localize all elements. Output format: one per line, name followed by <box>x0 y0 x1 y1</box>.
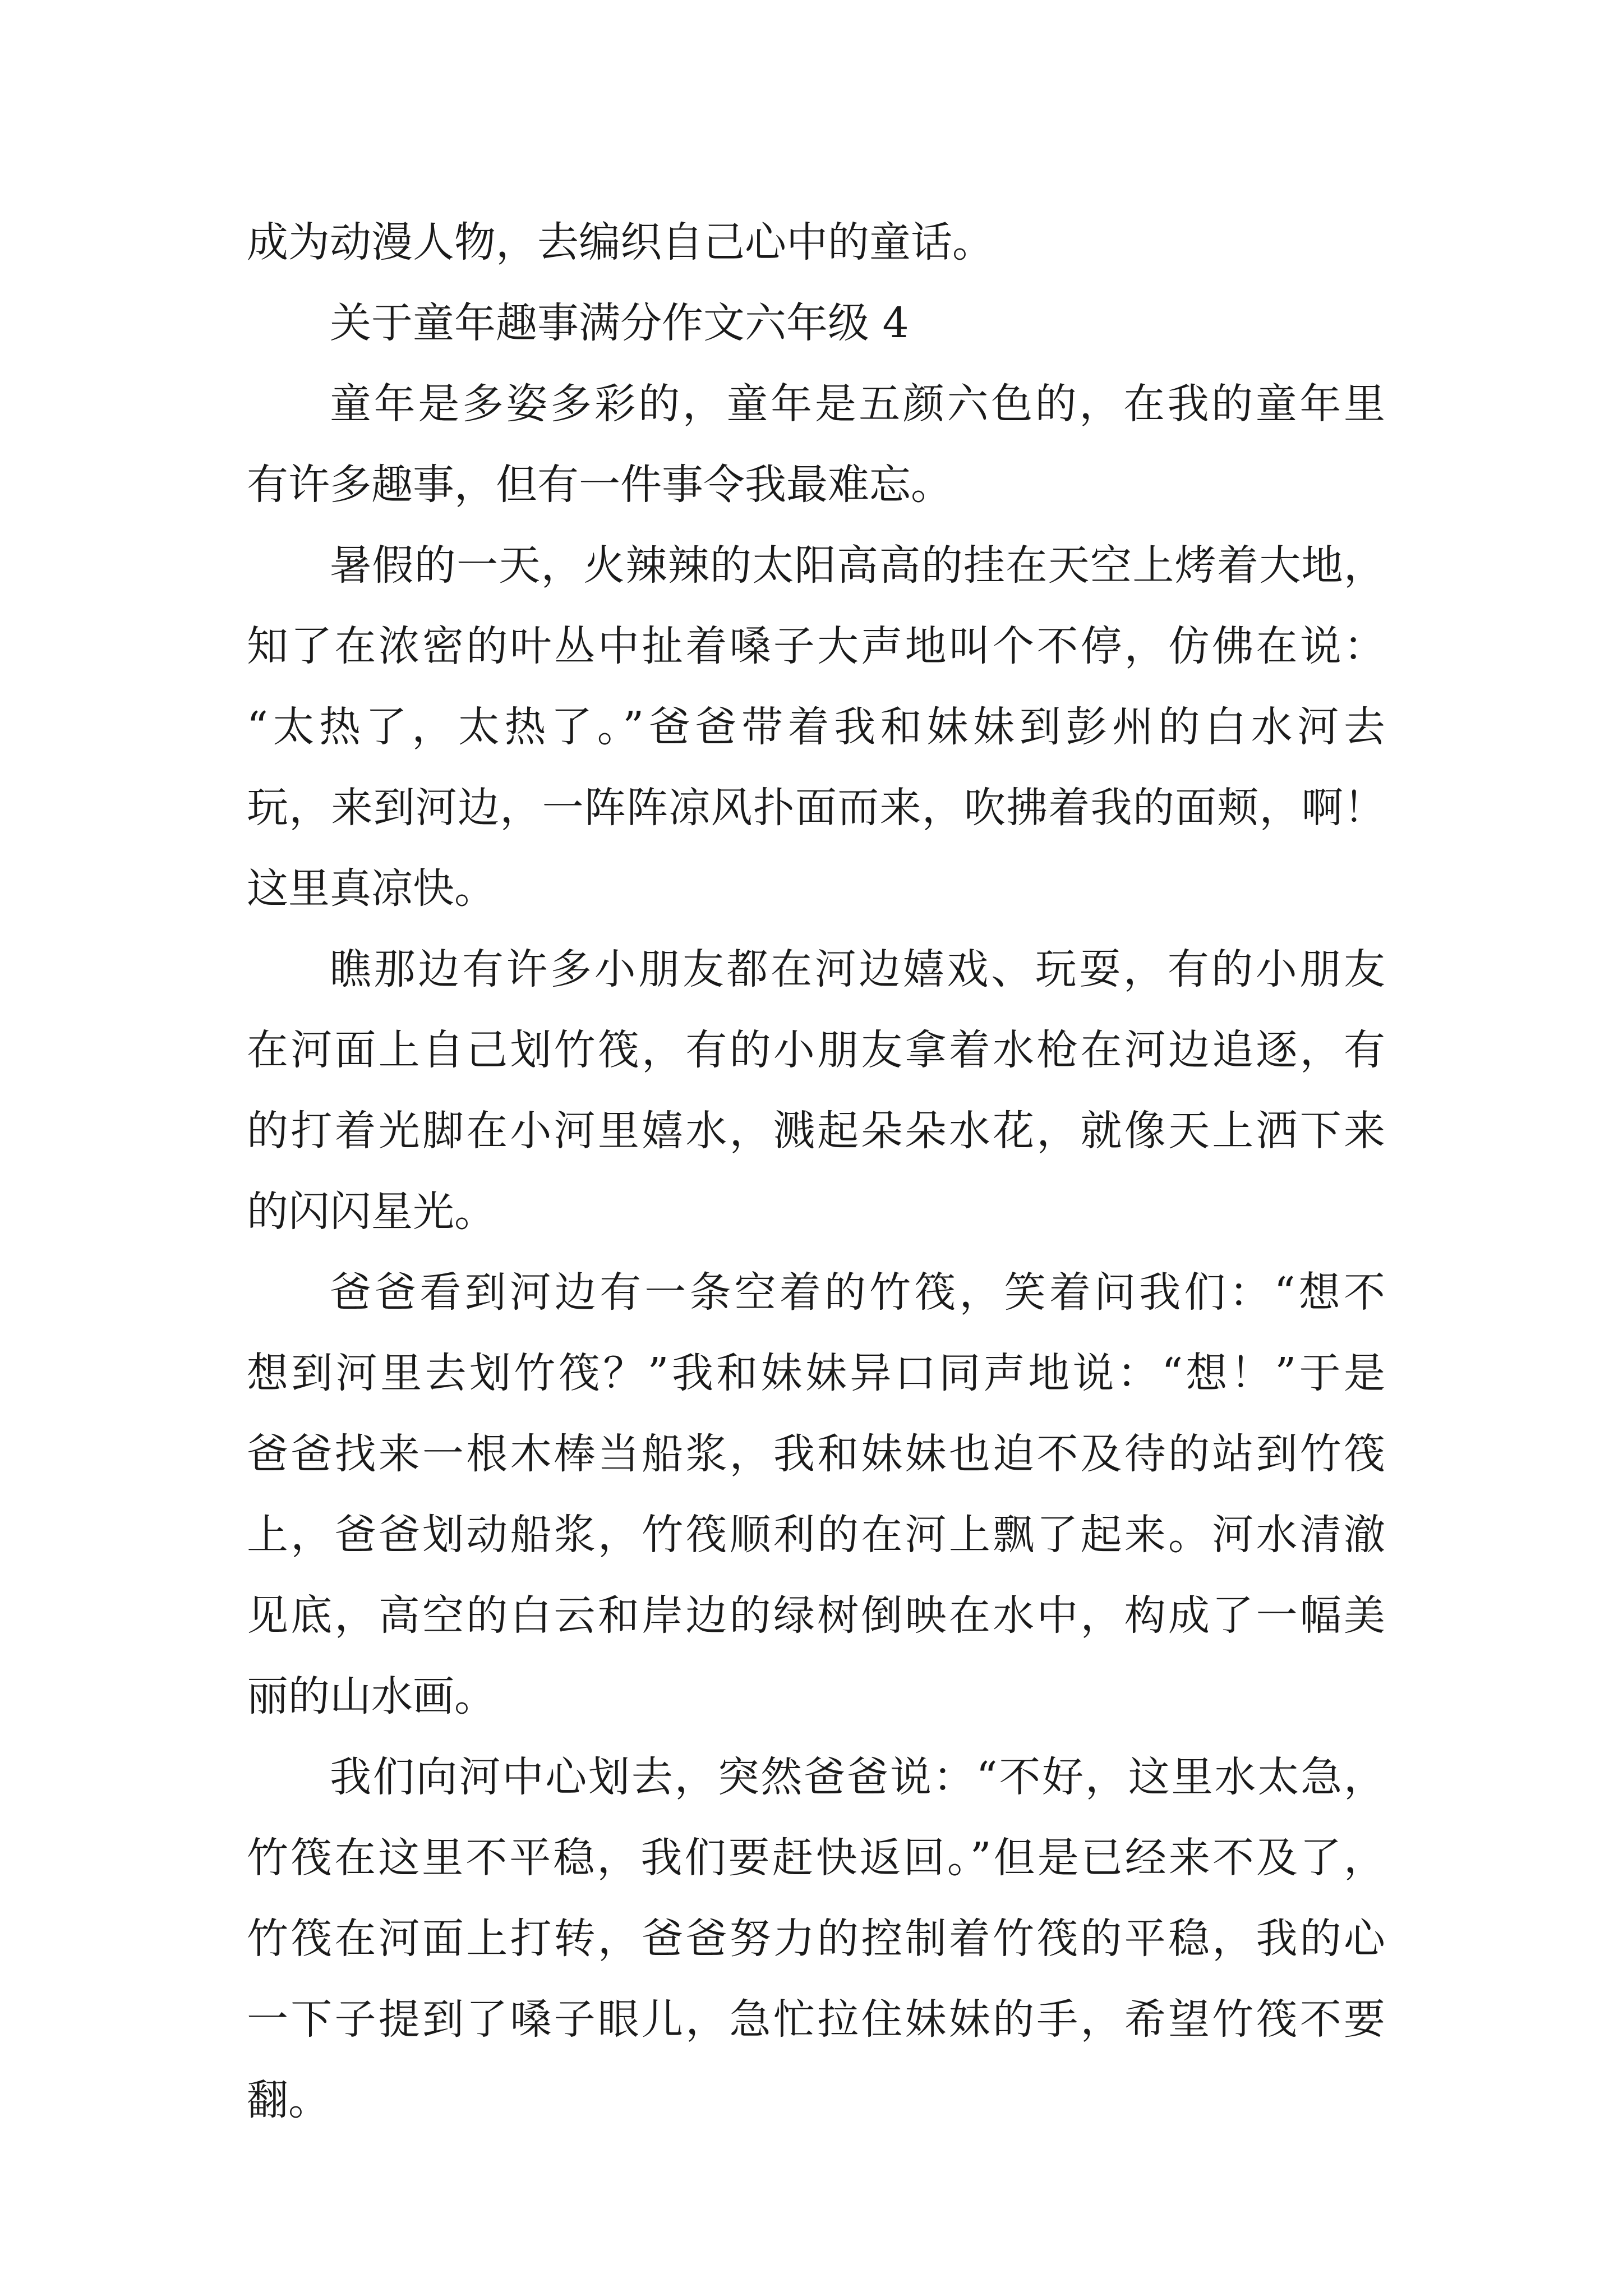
text-line: 玩，来到河边，一阵阵凉风扑面而来，吹拂着我的面颊，啊！ <box>247 784 1385 832</box>
text-line: 成为动漫人物，去编织自己心中的童话。 <box>247 218 994 266</box>
text-line: 童年是多姿多彩的，童年是五颜六色的，在我的童年里 <box>330 380 1385 428</box>
text-line: 关于童年趣事满分作文六年级 4 <box>330 299 909 347</box>
text-line: 的打着光脚在小河里嬉水，溅起朵朵水花，就像天上洒下来 <box>247 1107 1385 1155</box>
text-line: 竹筏在河面上打转，爸爸努力的控制着竹筏的平稳，我的心 <box>247 1915 1385 1963</box>
text-line: 丽的山水画。 <box>247 1672 496 1720</box>
text-line: 上，爸爸划动船浆，竹筏顺利的在河上飘了起来。河水清澈 <box>247 1511 1385 1559</box>
text-line: 的闪闪星光。 <box>247 1188 496 1236</box>
text-line: 爸爸看到河边有一条空着的竹筏，笑着问我们：“想不 <box>330 1268 1385 1317</box>
text-line: 我们向河中心划去，突然爸爸说：“不好，这里水太急， <box>330 1753 1385 1801</box>
text-line: 这里真凉快。 <box>247 864 496 913</box>
text-line: 瞧那边有许多小朋友都在河边嬉戏、玩耍，有的小朋友 <box>330 945 1385 993</box>
text-line: 爸爸找来一根木棒当船浆，我和妹妹也迫不及待的站到竹筏 <box>247 1430 1385 1478</box>
text-line: “太热了，太热了。”爸爸带着我和妹妹到彭州的白水河去 <box>247 703 1385 751</box>
text-line: 暑假的一天，火辣辣的太阳高高的挂在天空上烤着大地， <box>330 541 1385 590</box>
essay-body <box>247 202 1385 2141</box>
text-line: 竹筏在这里不平稳，我们要赶快返回。”但是已经来不及了， <box>247 1834 1385 1882</box>
text-line: 一下子提到了嗓子眼儿，急忙拉住妹妹的手，希望竹筏不要 <box>247 1995 1385 2044</box>
text-line: 知了在浓密的叶丛中扯着嗓子大声地叫个不停，仿佛在说： <box>247 622 1385 670</box>
text-line: 在河面上自己划竹筏，有的小朋友拿着水枪在河边追逐，有 <box>247 1026 1385 1074</box>
text-line: 翻。 <box>247 2076 330 2124</box>
text-line: 想到河里去划竹筏？”我和妹妹异口同声地说：“想！”于是 <box>247 1349 1385 1397</box>
text-line: 有许多趣事，但有一件事令我最难忘。 <box>247 461 952 509</box>
text-line: 见底，高空的白云和岸边的绿树倒映在水中，构成了一幅美 <box>247 1591 1385 1640</box>
